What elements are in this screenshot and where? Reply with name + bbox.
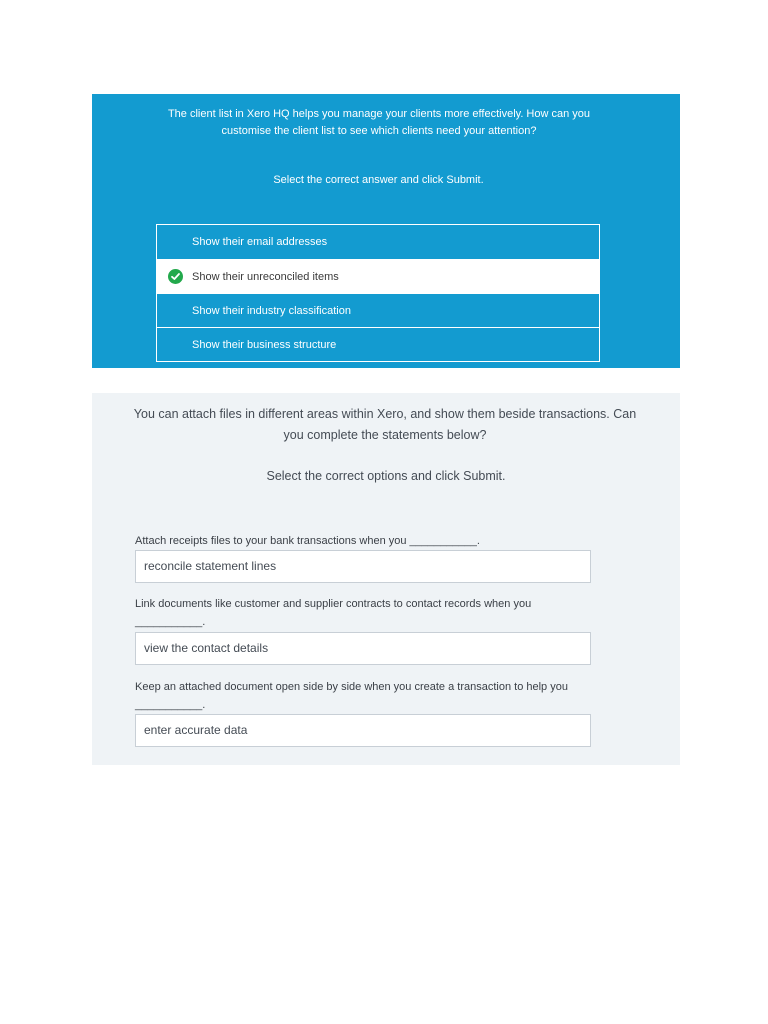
- attach-files-quiz-panel: [92, 393, 680, 765]
- quiz1-question: The client list in Xero HQ helps you manage your clients more effectively. How can you customise the client list to see which clients need your attention?: [167, 108, 591, 137]
- answer-option-label: Show their email addresses: [192, 236, 328, 248]
- answer-option-label: Show their business structure: [192, 339, 337, 351]
- statement-3-answer-select[interactable]: enter accurate data: [135, 714, 591, 747]
- statement-1-answer-select[interactable]: reconcile statement lines: [135, 550, 591, 583]
- answer-option-structure[interactable]: [157, 327, 599, 361]
- statement-2-answer-select[interactable]: view the contact details: [135, 632, 591, 665]
- answer-option-label: Show their unreconciled items: [192, 271, 339, 283]
- statement-2-text: Link documents like customer and supplier contracts to contact records when you ___________.: [135, 598, 532, 628]
- statement-3-text: Keep an attached document open side by side when you create a transaction to help you ___________.: [135, 681, 568, 711]
- quiz2-instruction: Select the correct options and click Submit.: [266, 469, 506, 483]
- check-circle-icon: [168, 269, 183, 284]
- client-list-quiz-panel: [92, 86, 680, 368]
- quiz2-question: You can attach files in different areas within Xero, and show them beside transactions. Can you complete the statements below?: [133, 407, 637, 442]
- answer-option-email[interactable]: [157, 225, 599, 259]
- answer-option-industry[interactable]: [157, 293, 599, 327]
- answer-option-unreconciled[interactable]: [157, 259, 599, 293]
- quiz1-instruction: Select the correct answer and click Submit.: [273, 174, 484, 186]
- answer-option-label: Show their industry classification: [192, 305, 351, 317]
- statement-1-text: Attach receipts files to your bank transactions when you ___________.: [135, 535, 480, 547]
- answer-options: [156, 224, 600, 362]
- cropped-heading-fragment: ‹: [429, 86, 433, 98]
